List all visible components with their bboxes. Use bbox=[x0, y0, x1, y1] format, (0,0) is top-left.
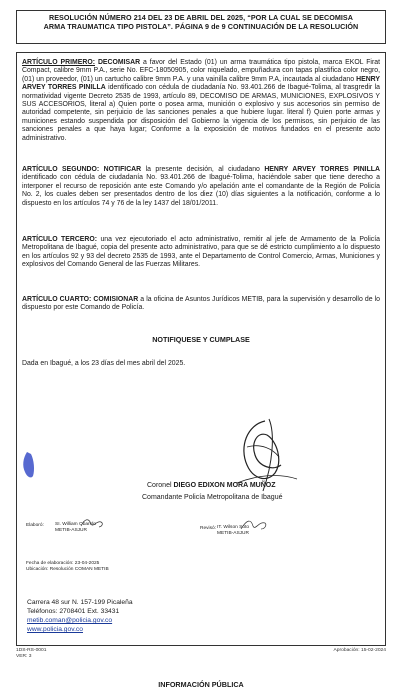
public-info-label: INFORMACIÓN PÚBLICA bbox=[158, 680, 244, 689]
contact-email-link[interactable]: metib.coman@policia.gov.co bbox=[27, 617, 113, 624]
article-segundo-text-2: identificado con cédula de ciudadanía No. 93.401.266 de Ibagué-Tolima, haciéndole saber que tiene derecho a interponer el recurso de reposición ante este Comando y/o apelación ante el comandante de la Región de Policía No. 2, los cuales deben ser presentados dentro de los diez (10) días siguientes a la notificación, conforme a lo dispuesto en los artículos 74 y 76 de la ley 1437 del 18/01/2011. bbox=[22, 174, 380, 207]
article-tercero-label: ARTÍCULO TERCERO: bbox=[22, 236, 98, 243]
ink-smudge-icon bbox=[21, 450, 37, 480]
footer-document-code: 1DS-RS-0001 bbox=[16, 648, 47, 653]
resolution-header bbox=[16, 10, 386, 44]
article-segundo bbox=[22, 166, 380, 208]
article-primero-label: ARTÍCULO PRIMERO: bbox=[22, 59, 95, 66]
article-primero bbox=[22, 59, 380, 143]
signer-title: Comandante Policía Metropolitana de Ibagué bbox=[142, 494, 283, 501]
reviso-unit: METIB-ASJUR bbox=[217, 531, 249, 536]
contact-website-link[interactable]: www.policia.gov.co bbox=[27, 626, 83, 633]
reviso-name: IT. Wilson Soto bbox=[217, 525, 249, 530]
article-cuarto-text: a la oficina de Asuntos Jurídicos METIB, para la supervisión y desarrollo de lo dispuesto por este Comando de Policía. bbox=[22, 296, 380, 312]
article-segundo-label: ARTÍCULO SEGUNDO: bbox=[22, 166, 100, 173]
article-cuarto-verb: COMISIONAR bbox=[93, 296, 139, 303]
elaboro-signature bbox=[79, 516, 105, 530]
article-cuarto-label: ARTÍCULO CUARTO: bbox=[22, 296, 92, 303]
signer-name bbox=[147, 482, 276, 489]
footer-version: VER: 3 bbox=[16, 654, 32, 659]
signer-full-name: DIEGO EDIXON MORA MUÑOZ bbox=[173, 482, 276, 489]
elaboro-unit: METIB-ASJUR bbox=[55, 528, 87, 533]
article-primero-text-1: a favor del Estado (01) un arma traumática tipo pistola, marca EKOL Firat Compact, calibre 9mm P.A., serie No. EFC-18050905, color niquelado, empuñadura con tapas plastifica color negro, (01) un proveedor, (01) un cartucho calibre 9mm P.A. y una vainilla calibre 9mm P.A, incautada al ciudadano bbox=[22, 59, 380, 83]
article-segundo-verb: NOTIFICAR bbox=[103, 166, 142, 173]
contact-phone: Teléfonos: 2708401 Ext. 33431 bbox=[27, 608, 120, 615]
article-primero-text-2: identificado con cédula de ciudadanía No. 93.401.266 de Ibagué-Tolima, al trasgredir la normatividad vigente Decreto 2535 de 1993, artículo 89, DECOMISO DE ARMAS, MUNICIONES, EXPLOSIVOS Y SUS ACCESORIOS, literal a) Quien porte o posea arma, munición o explosivo y sus accesorios sin permiso de autoridad competente, sin perjuicio de las sanciones penales a que hubiere lugar. literal f) Quien porte armas y municiones estando suspendida por disposición del Gobierno la vigencia de los permisos, sin perjuicio de las sanciones penales a que haya lugar; Conforme a la exposición de motivos fundados en el presente acto administrativo. bbox=[22, 84, 380, 142]
article-primero-verb: DECOMISAR bbox=[97, 59, 141, 66]
notify-title: NOTIFIQUESE Y CUMPLASE bbox=[152, 335, 250, 344]
ubicacion: Ubicación: Resolución COMAN METIB bbox=[26, 567, 109, 572]
contact-address: Carrera 48 sur N. 157-199 Picaleña bbox=[27, 599, 133, 606]
commander-signature bbox=[217, 413, 307, 503]
reviso-signature bbox=[239, 517, 269, 533]
signer-rank: Coronel bbox=[147, 482, 174, 489]
reviso-label: Revisó: bbox=[200, 526, 216, 531]
article-tercero bbox=[22, 236, 380, 270]
article-primero-name: HENRY ARVEY TORRES PINILLA bbox=[22, 75, 380, 92]
article-segundo-name: HENRY ARVEY TORRES PINILLA bbox=[264, 166, 380, 173]
footer-approval-date: Aprobación: 15-02-2024 bbox=[333, 648, 386, 653]
header-line-1: RESOLUCIÓN NÚMERO 214 DEL 23 DE ABRIL DEL 2025, “POR LA CUAL SE DECOMISA bbox=[48, 13, 354, 22]
dated-line: Dada en Ibagué, a los 23 días del mes abril del 2025. bbox=[22, 360, 186, 367]
article-segundo-text-1: la presente decisión, al ciudadano bbox=[141, 166, 265, 173]
article-tercero-text: una vez ejecutoriado el acto administrativo, remitir al jefe de Armamento de la Policía Metropolitana de Ibagué, copia del presente acto administrativo, para que se dé estricto cumplimiento a lo dispuesto en los artículos 92 y 93 del decreto 2535 de 1993, ante el Departamento de Control Comercio, Armas, Municiones y explosivos del Comando General de las Fuerzas Militares. bbox=[22, 236, 381, 269]
elaboro-name: SI. William Obando bbox=[55, 522, 97, 527]
elaboro-label: Elaboró: bbox=[26, 523, 44, 528]
header-line-2: ARMA TRAUMATICA TIPO PISTOLA”. PÁGINA 9 de 9 CONTINUACIÓN DE LA RESOLUCIÓN bbox=[43, 22, 359, 31]
article-cuarto bbox=[22, 296, 380, 313]
fecha-elaboracion: Fecha de elaboración: 23-04-2025 bbox=[26, 561, 100, 566]
